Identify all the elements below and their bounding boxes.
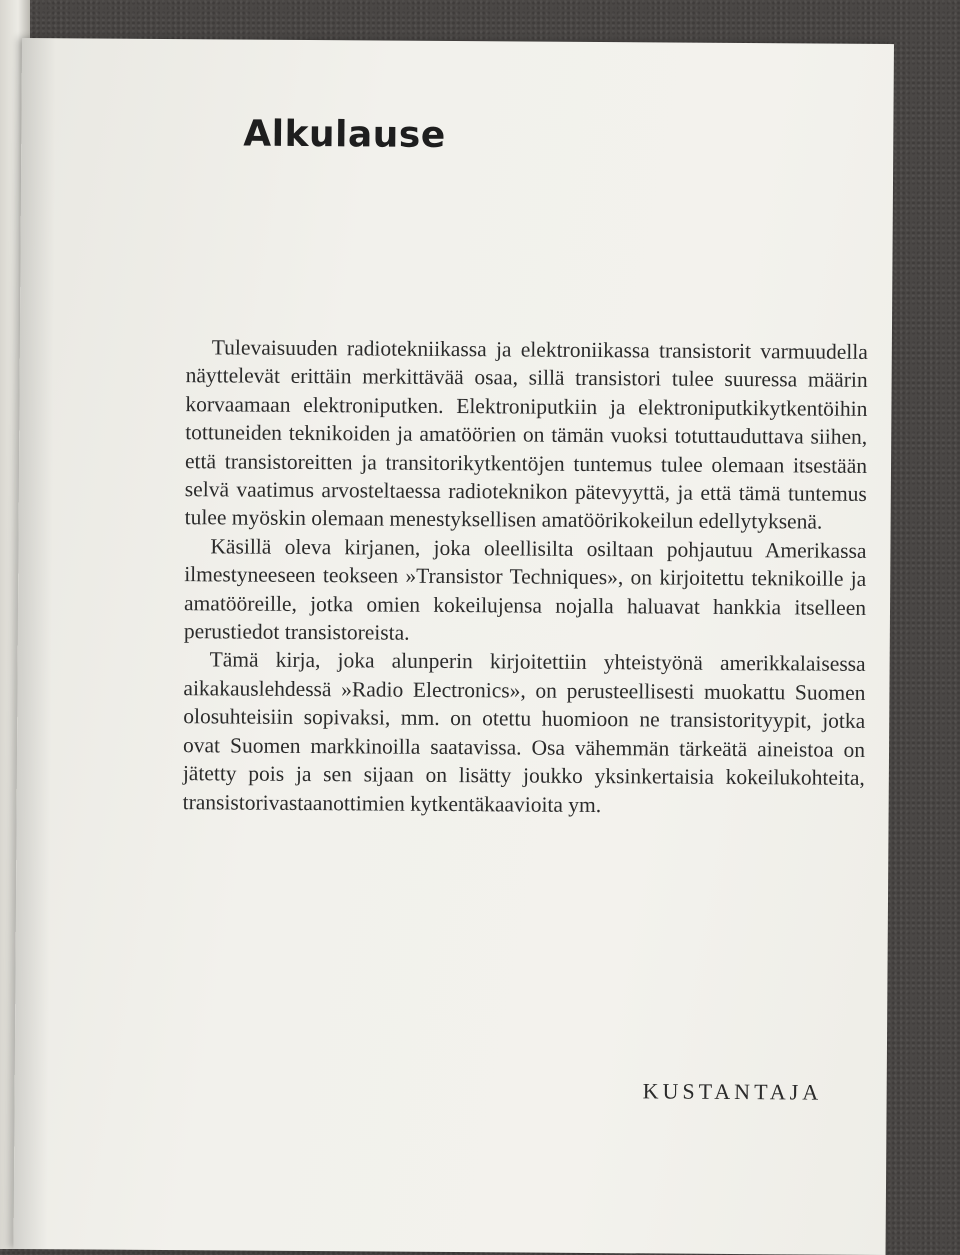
paragraph-2: Käsillä oleva kirjanen, joka oleellisilta osiltaan pohjautuu Amerikassa ilmestyneeseen teokseen »Transistor Techniques», on kirjoitettu teknikoille ja amatööreille, jotka omien kokeilujensa nojalla haluavat hankkia itselleen perustiedot transistoreista. (183, 534, 867, 645)
paragraph-1: Tulevaisuuden radiotekniikassa ja elektroniikassa transistorit varmuudella näyttelevät erittäin merkittävää osaa, sillä transistori tulee suuressa määrin korvaamaan elektroniputken. Elektroniputkiin ja elektroniputkikytkentöihin tottuneiden teknikoiden ja amatöörien on tämän vuoksi totuttauduttava siihen, että transistoreitten ja transitorikytkentöjen tuntemus tulee olemaan itsestään selvä vaatimus arvosteltaessa radioteknikon pätevyyttä, ja että tämä tuntemus tulee myöskin olemaan menestyksellisen amatöörikokeilun edellytyksenä. (184, 335, 868, 535)
book-page (14, 38, 894, 1255)
publisher-signature: KUSTANTAJA (642, 1078, 823, 1105)
page-title: Alkulause (243, 113, 446, 156)
preface-body (183, 333, 868, 821)
paragraph-3: Tämä kirja, joka alunperin kirjoitettiin yhteistyönä amerikkalaisessa aikakauslehdessä »Radio Electronics», on perusteellisesti muokattu Suomen olosuhteisiin sopivaksi, mm. on otettu huomioon ne transistorityypit, jotka ovat Suomen markkinoilla saatavissa. Osa vähemmän tärkeätä aineistoa on jätetty pois ja sen sijaan on lisätty joukko yksinkertaisia kokeilukohteita, transistorivastaanottimien kytkentäkaavioita ym. (182, 647, 866, 817)
